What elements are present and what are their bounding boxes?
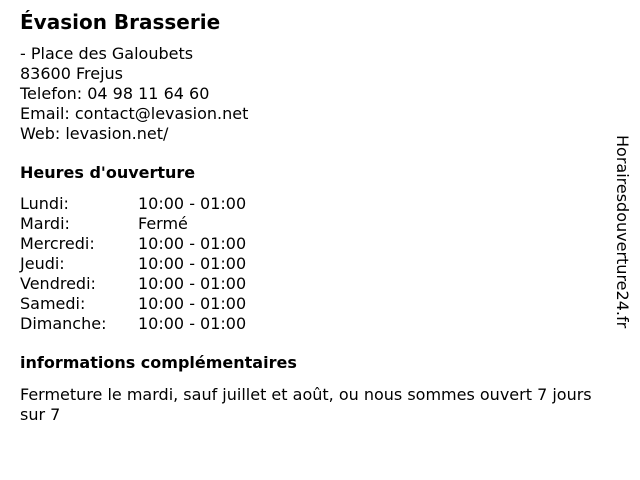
site-watermark: Horairesdouverture24.fr <box>613 135 632 329</box>
hours-row-tuesday <box>20 214 278 234</box>
hours-row-monday <box>20 194 278 214</box>
day-label: Dimanche: <box>20 314 107 333</box>
day-label: Vendredi: <box>20 274 96 293</box>
hours-row-sunday <box>20 314 278 334</box>
time-value: 10:00 - 01:00 <box>138 234 247 253</box>
time-value: 10:00 - 01:00 <box>138 314 247 333</box>
hours-row-friday <box>20 274 278 294</box>
time-value: Fermé <box>138 214 188 233</box>
day-label: Lundi: <box>20 194 69 213</box>
email-line: Email: contact@levasion.net <box>20 104 249 123</box>
business-name: Évasion Brasserie <box>20 10 221 34</box>
hours-row-wednesday <box>20 234 278 254</box>
time-value: 10:00 - 01:00 <box>138 294 247 313</box>
day-label: Jeudi: <box>20 254 65 273</box>
day-label: Mardi: <box>20 214 70 233</box>
phone-line: Telefon: 04 98 11 64 60 <box>20 84 210 103</box>
web-line: Web: levasion.net/ <box>20 124 169 143</box>
hours-row-thursday <box>20 254 278 274</box>
time-value: 10:00 - 01:00 <box>138 254 247 273</box>
day-label: Samedi: <box>20 294 86 313</box>
time-value: 10:00 - 01:00 <box>138 274 247 293</box>
hours-row-saturday <box>20 294 278 314</box>
additional-info-text: Fermeture le mardi, sauf juillet et août, ou nous sommes ouvert 7 jours sur 7 <box>20 385 592 424</box>
address-street: - Place des Galoubets <box>20 44 194 63</box>
contact-block <box>20 44 248 144</box>
day-label: Mercredi: <box>20 234 95 253</box>
additional-info-heading: informations complémentaires <box>20 353 297 372</box>
opening-hours-heading: Heures d'ouverture <box>20 163 196 182</box>
address-city: 83600 Frejus <box>20 64 124 83</box>
opening-hours-table <box>20 194 278 334</box>
time-value: 10:00 - 01:00 <box>138 194 247 213</box>
